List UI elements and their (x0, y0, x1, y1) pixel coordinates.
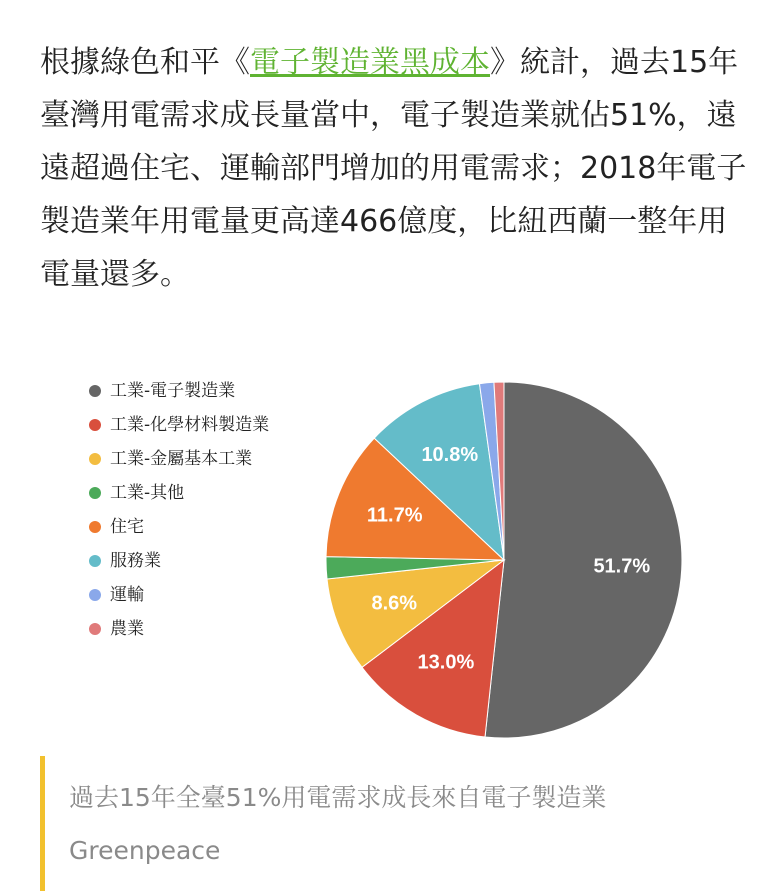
article-paragraph (40, 36, 750, 301)
legend-label: 住宅 (110, 517, 144, 537)
legend-marker (89, 487, 101, 499)
legend-marker (89, 555, 101, 567)
chart-legend (89, 381, 269, 639)
report-link[interactable]: 電子製造業黑成本 (250, 45, 490, 80)
legend-marker (89, 521, 101, 533)
slice-data-label: 10.8% (421, 444, 479, 467)
slice-data-label: 13.0% (417, 651, 475, 674)
slice-data-label: 11.7% (366, 504, 423, 527)
caption-source: Greenpeace (69, 836, 221, 865)
legend-label: 農業 (110, 619, 144, 639)
caption-title: 過去15年全臺51%用電需求成長來自電子製造業 (69, 783, 607, 812)
legend-marker (89, 623, 101, 635)
article-text (40, 36, 750, 301)
legend-label: 工業-化學材料製造業 (110, 415, 270, 435)
legend-label: 工業-電子製造業 (110, 381, 236, 401)
figure-caption (40, 756, 780, 891)
legend-marker (89, 589, 101, 601)
legend-marker (89, 419, 101, 431)
legend-label: 工業-金屬基本工業 (110, 449, 253, 469)
legend-marker (89, 385, 101, 397)
pie-chart (0, 360, 780, 760)
legend-label: 服務業 (110, 551, 161, 571)
slice-data-label: 8.6% (371, 592, 418, 615)
slice-data-label: 51.7% (593, 555, 651, 578)
legend-label: 運輸 (110, 585, 144, 605)
article-text-before: 根據綠色和平《 (40, 45, 250, 80)
article-text-after: 》統計，過去15年臺灣用電需求成長量當中，電子製造業就佔51%，遠遠超過住宅、運輸部門增加的用電需求；2018年電子製造業年用電量更高達466億度，比紐西蘭一整年用電量還多。 (40, 45, 747, 292)
legend-label: 工業-其他 (110, 483, 185, 503)
pie-slice (485, 382, 682, 738)
legend-marker (89, 453, 101, 465)
